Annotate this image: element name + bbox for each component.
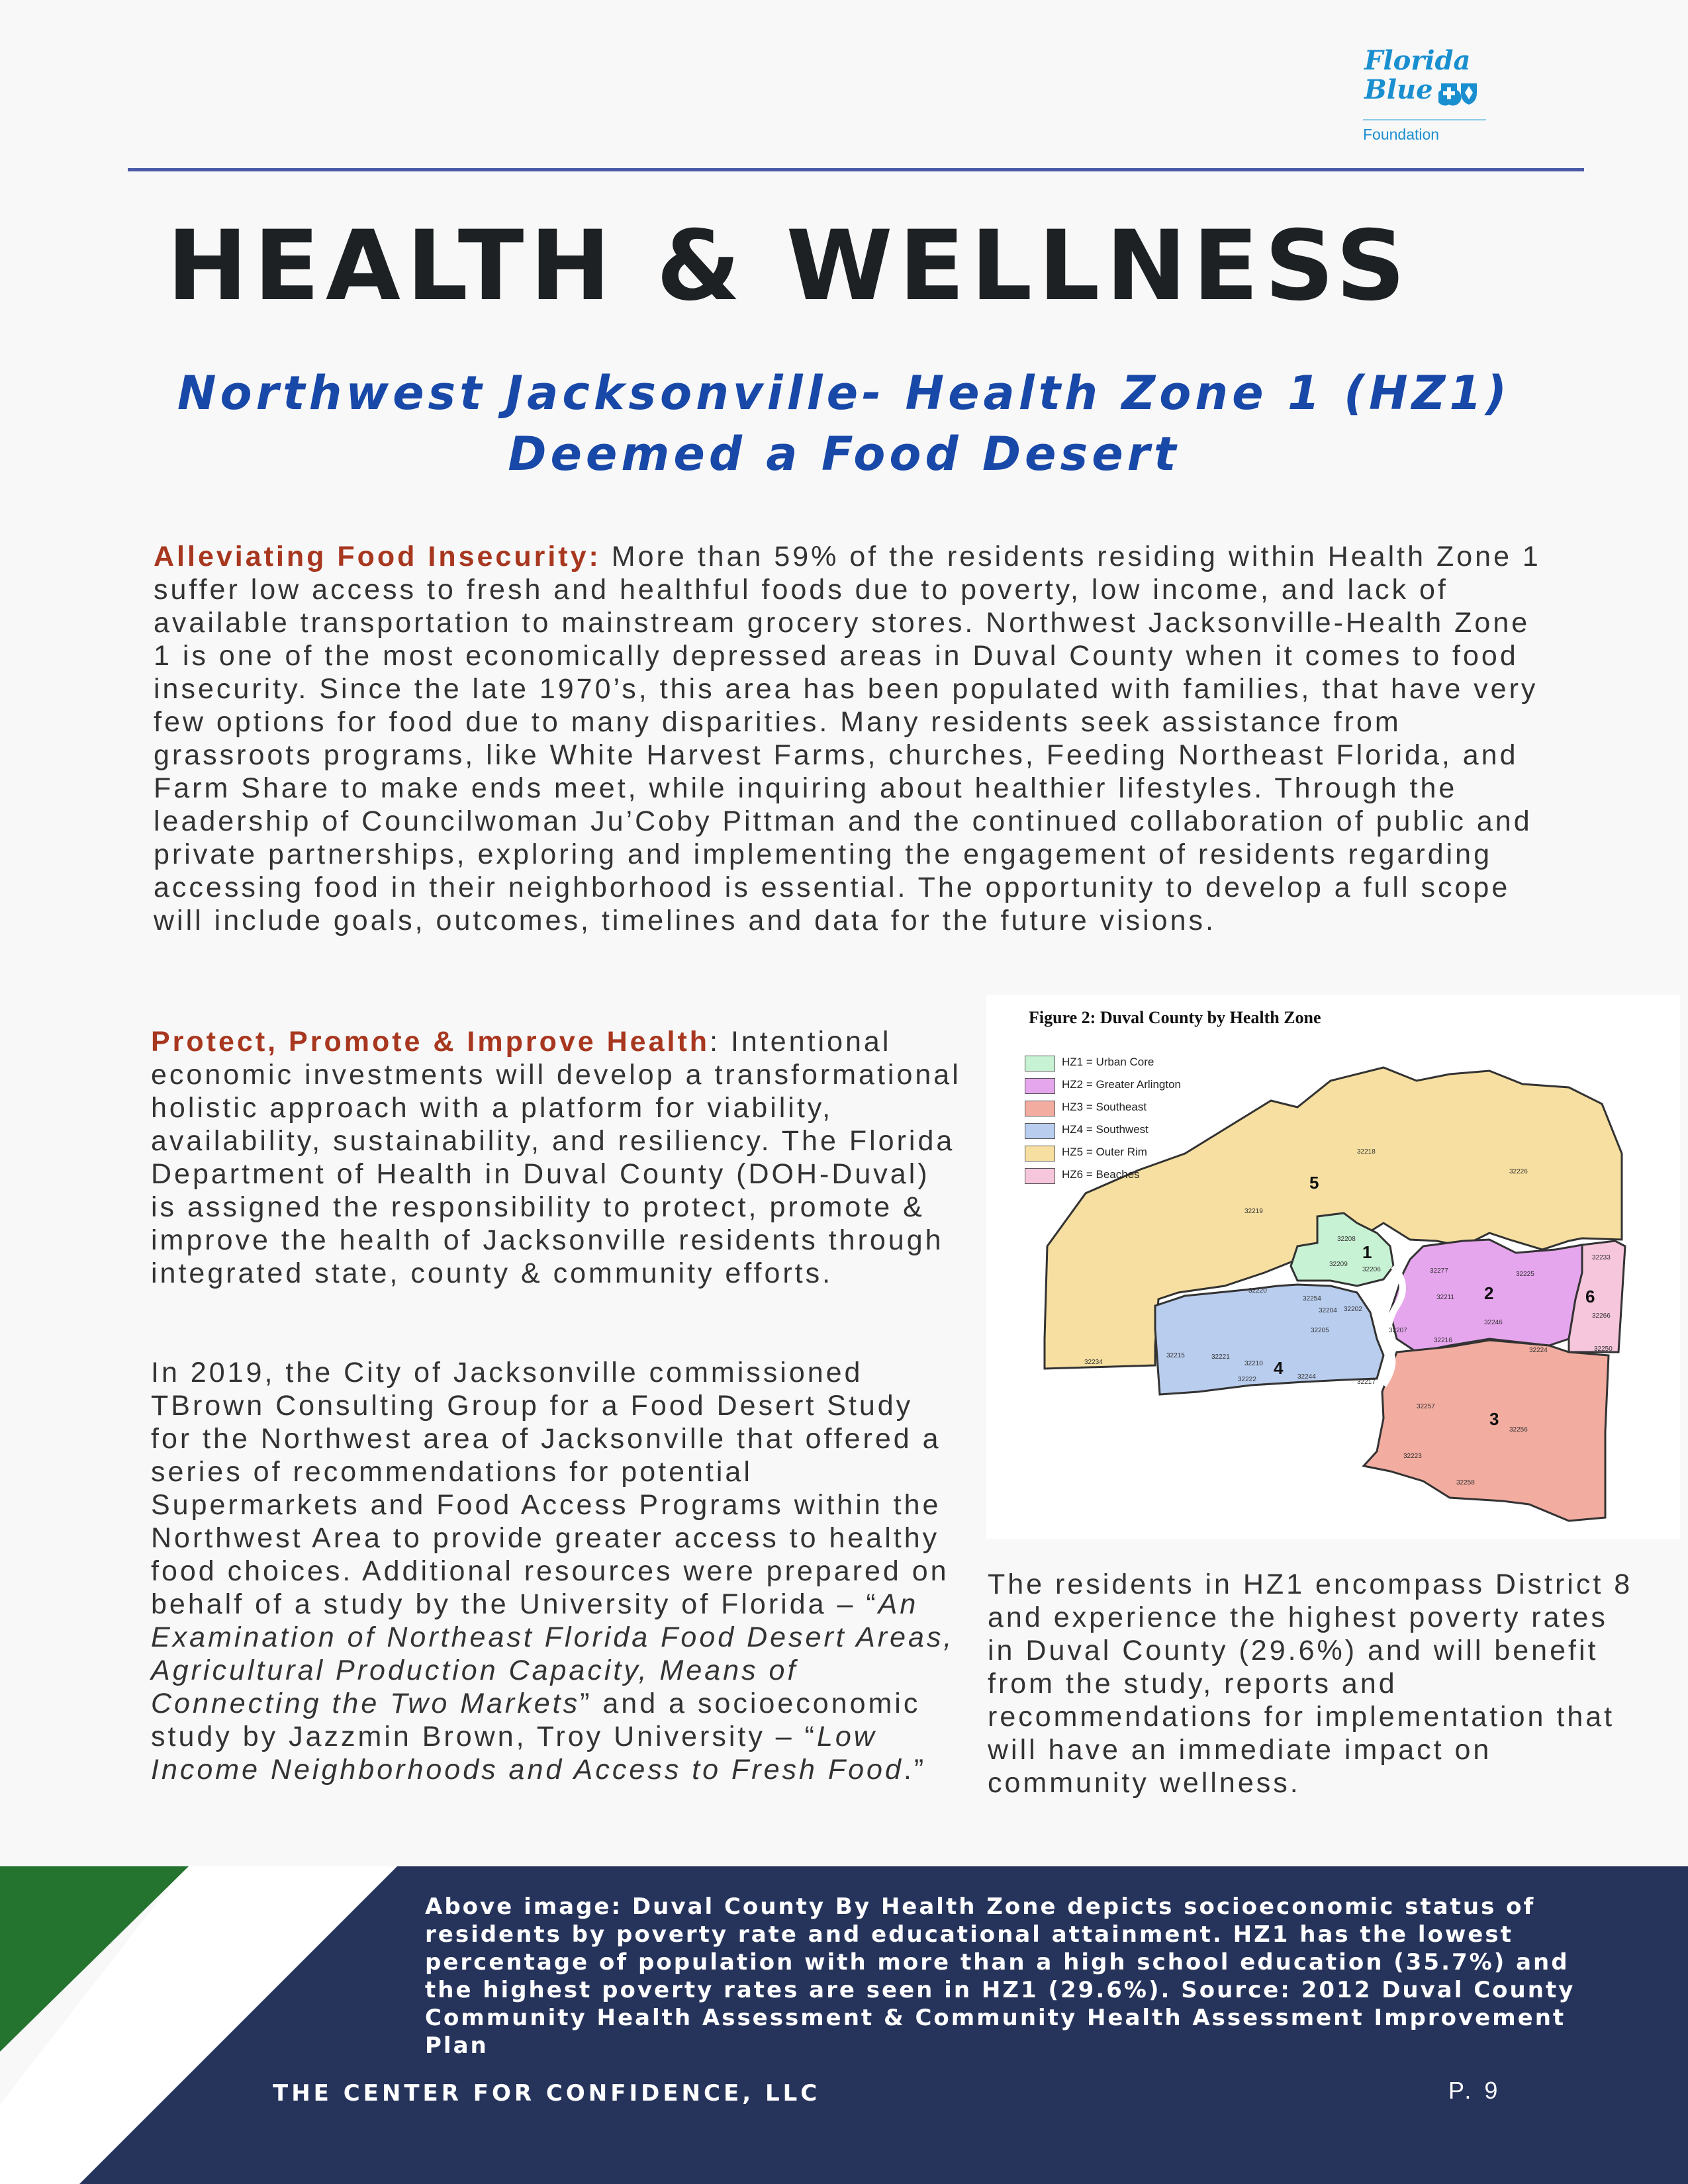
zip-label: 32226 xyxy=(1509,1168,1528,1175)
subtitle-line1: Northwest Jacksonville- Health Zone 1 (HZ1) xyxy=(177,366,1511,420)
zip-label: 32209 xyxy=(1329,1261,1348,1268)
logo-line1: Florida xyxy=(1364,45,1471,76)
legend-swatch xyxy=(1025,1146,1055,1161)
zip-label: 32202 xyxy=(1344,1306,1362,1313)
food-desert-study-paragraph xyxy=(151,1356,962,1786)
legend-label: HZ6 = Beaches xyxy=(1062,1168,1140,1181)
legend-label: HZ3 = Southeast xyxy=(1062,1101,1147,1113)
zone-number-4: 4 xyxy=(1274,1358,1284,1378)
study-text-1: In 2019, the City of Jacksonville commissioned TBrown Consulting Group for a Food Desert Study for the Northwest area of Jacksonville that offered a series of recommendations for potential Supermarkets and Food Access Programs within the Northwest Area to provide greater access to healthy food choices. Additional resources were prepared on behalf of a study by the University of Florida – “ xyxy=(151,1357,949,1620)
zip-label: 32254 xyxy=(1303,1295,1321,1302)
zip-label: 32220 xyxy=(1248,1287,1267,1295)
zone-number-2: 2 xyxy=(1484,1283,1494,1303)
zone-number-1: 1 xyxy=(1362,1242,1372,1262)
zip-label: 32219 xyxy=(1244,1208,1263,1215)
map-caption: Above image: Duval County By Health Zone depicts socioeconomic status of residents by poverty rate and educational attainment. HZ1 has the lowest percentage of population with more than a high school education (35.7%) and the highest poverty rates are seen in HZ1 (29.6%). Source: 2012 Duval County Community Health Assessment & Community Health Assessment Improvement Plan xyxy=(425,1893,1575,2059)
zip-label: 32233 xyxy=(1592,1254,1611,1261)
legend-swatch xyxy=(1025,1078,1055,1094)
study-title-uf: An Examination of Northeast Florida Food Desert Areas, Agricultural Production Capacity, Means of Connecting the Two Markets xyxy=(151,1588,955,1719)
study-text-3: .” xyxy=(903,1754,927,1786)
florida-blue-foundation-logo xyxy=(1360,46,1493,152)
zip-label: 32266 xyxy=(1592,1312,1611,1320)
legend-label: HZ1 = Urban Core xyxy=(1062,1056,1154,1068)
zip-label: 32223 xyxy=(1403,1453,1422,1460)
legend-swatch xyxy=(1025,1101,1055,1116)
study-text-2: ” and a socioeconomic study by Jazzmin Brown, Troy University – “ xyxy=(151,1688,921,1752)
figure-title: Figure 2: Duval County by Health Zone xyxy=(1029,1008,1321,1027)
zip-label: 32218 xyxy=(1357,1148,1376,1156)
zip-label: 32221 xyxy=(1211,1353,1230,1361)
logo-divider xyxy=(1363,119,1486,120)
zip-label: 32216 xyxy=(1434,1337,1452,1344)
logo-line2: Blue xyxy=(1364,74,1433,105)
section-lead: Alleviating Food Insecurity: xyxy=(154,541,601,572)
footer-company-name: THE CENTER FOR CONFIDENCE, LLC xyxy=(273,2080,821,2107)
study-title-troy: Low Income Neighborhoods and Access to Fresh Food xyxy=(151,1721,904,1786)
zip-label: 32207 xyxy=(1389,1327,1407,1334)
logo-foundation-label: Foundation xyxy=(1363,126,1440,143)
county-map-graphic xyxy=(986,995,1680,1539)
page-number: P. 9 xyxy=(1448,2077,1501,2104)
zip-label: 32211 xyxy=(1436,1294,1455,1301)
section-body: : Intentional economic investments will develop a transformational holistic approach with a platform for viability, availability, sustainability, and resiliency. The Florida Department of Health in Duval County (DOH-Duval) is assigned the responsibility to protect, promote & improve the health of Jacksonville residents through integrated state, county & community efforts. xyxy=(151,1026,961,1289)
zip-label: 32222 xyxy=(1238,1376,1256,1383)
section-lead: Protect, Promote & Improve Health xyxy=(151,1026,710,1058)
residents-hz1-paragraph: The residents in HZ1 encompass District 8 and experience the highest poverty rates in Duval County (29.6%) and will benefit from the study, reports and recommendations for implementation that will have an immediate impact on community wellness. xyxy=(988,1569,1633,1799)
legend-label: HZ5 = Outer Rim xyxy=(1062,1146,1147,1158)
zip-label: 32215 xyxy=(1166,1352,1185,1359)
zip-label: 32205 xyxy=(1311,1327,1329,1334)
legend-swatch xyxy=(1025,1123,1055,1139)
zip-label: 32244 xyxy=(1297,1373,1316,1381)
zip-label: 32257 xyxy=(1417,1403,1435,1410)
zip-label: 32204 xyxy=(1319,1307,1337,1314)
zone-number-5: 5 xyxy=(1309,1173,1319,1193)
zone-number-3: 3 xyxy=(1489,1409,1499,1429)
legend-swatch xyxy=(1025,1056,1055,1071)
legend-swatch xyxy=(1025,1168,1055,1184)
legend-label: HZ4 = Southwest xyxy=(1062,1123,1149,1136)
section-body: More than 59% of the residents residing within Health Zone 1 suffer low access to fresh and healthful foods due to poverty, low income, and lack of available transportation to mainstream grocery stores. Northwest Jacksonville-Health Zone 1 is one of the most economically depressed areas in Duval County when it comes to food insecurity. Since the late 1970’s, this area has been populated with families, that have very few options for food due to many disparities. Many residents seek assistance from grassroots programs, like White Harvest Farms, churches, Feeding Northeast Florida, and Farm Share to make ends meet, while inquiring about healthier lifestyles. Through the leadership of Councilwoman Ju’Coby Pittman and the continued collaboration of public and private partnerships, exploring and implementing the engagement of residents regarding accessing food in their neighborhood is essential. The opportunity to develop a full scope will include goals, outcomes, timelines and data for the future visions. xyxy=(154,541,1541,936)
zip-label: 32206 xyxy=(1362,1266,1381,1273)
subtitle xyxy=(132,363,1556,484)
zip-label: 32225 xyxy=(1516,1271,1534,1278)
cross-shield-icon xyxy=(1438,81,1479,107)
zip-label: 32246 xyxy=(1484,1319,1503,1326)
legend-label: HZ2 = Greater Arlington xyxy=(1062,1078,1182,1091)
zip-label: 32234 xyxy=(1084,1359,1103,1366)
zip-label: 32256 xyxy=(1509,1426,1528,1433)
zip-label: 32208 xyxy=(1337,1236,1356,1243)
zip-label: 32277 xyxy=(1430,1267,1448,1275)
zone-hz4-region xyxy=(1155,1285,1383,1394)
duval-county-health-zone-map xyxy=(986,995,1680,1539)
subtitle-line2: Deemed a Food Desert xyxy=(508,427,1180,481)
header-rule xyxy=(128,168,1584,171)
zip-label: 32210 xyxy=(1244,1360,1263,1367)
alleviating-food-insecurity-paragraph xyxy=(154,540,1550,937)
zip-label: 32258 xyxy=(1456,1479,1475,1486)
protect-promote-improve-paragraph xyxy=(151,1025,962,1290)
zip-label: 32250 xyxy=(1594,1345,1613,1353)
page-title: HEALTH & WELLNESS xyxy=(167,210,1412,322)
zip-label: 32224 xyxy=(1529,1347,1548,1354)
zip-label: 32217 xyxy=(1357,1379,1376,1386)
zone-hz3-region xyxy=(1364,1340,1609,1521)
zone-number-6: 6 xyxy=(1585,1287,1595,1306)
